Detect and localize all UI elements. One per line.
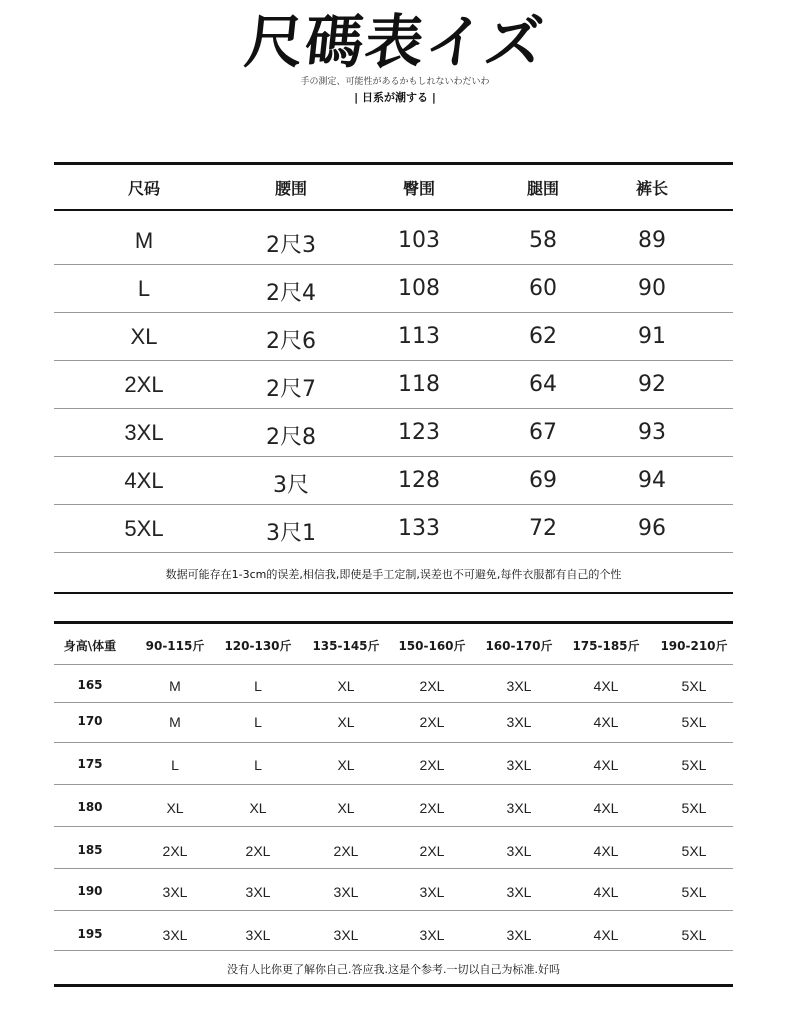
table1-cell: 3尺 [273, 473, 309, 498]
table1-row-divider [54, 264, 733, 265]
table2-size-cell: 4XL [593, 927, 619, 943]
table1-column-header: 尺码 [127, 179, 160, 198]
table2-size-cell: XL [337, 678, 355, 694]
table2-height-cell: 185 [77, 843, 103, 857]
table2-size-cell: 2XL [419, 678, 445, 694]
table1-cell: 133 [398, 516, 440, 541]
table2-size-cell: 3XL [506, 884, 532, 900]
table1-row-divider [54, 552, 733, 553]
table2-size-cell: L [254, 757, 262, 773]
table1-column-header: 腰围 [274, 179, 307, 198]
table1-row-divider [54, 456, 733, 457]
table2-size-cell: 3XL [333, 884, 359, 900]
page-subtitle: 手の測定、可能性があるかもしれないわだいわ [300, 77, 490, 87]
table2-row-divider [54, 868, 733, 869]
table2-size-cell: 2XL [419, 714, 445, 730]
table1-row-divider [54, 504, 733, 505]
table2-size-cell: XL [337, 757, 355, 773]
page-title: 尺碼表イズ [241, 8, 549, 76]
table2-height-cell: 180 [77, 800, 103, 814]
table2-size-cell: 5XL [681, 757, 707, 773]
table1-cell: 123 [398, 420, 440, 445]
table2-size-cell: 3XL [245, 927, 271, 943]
table2-size-cell: 4XL [593, 714, 619, 730]
table2-size-cell: 5XL [681, 714, 707, 730]
table2-size-cell: 3XL [333, 927, 359, 943]
table2-size-cell: 2XL [419, 800, 445, 816]
table1-cell: 93 [638, 420, 666, 445]
table2-size-cell: 2XL [419, 843, 445, 859]
table2-size-cell: 3XL [506, 714, 532, 730]
table1-size-cell: 2XL [124, 372, 164, 397]
table2-size-cell: 4XL [593, 800, 619, 816]
table2-column-header: 120-130斤 [224, 639, 292, 653]
table1-cell: 67 [529, 420, 557, 445]
table2-column-header: 身高\体重 [63, 639, 117, 653]
table1-cell: 96 [638, 516, 666, 541]
table2-header-divider [54, 664, 733, 665]
table1-size-cell: L [137, 276, 151, 301]
table2-bottom-rule [54, 984, 733, 987]
table2-size-cell: 5XL [681, 884, 707, 900]
table1-cell: 128 [398, 468, 440, 493]
table2-height-cell: 170 [77, 714, 103, 728]
table1-cell: 72 [529, 516, 557, 541]
table2-size-cell: 3XL [419, 884, 445, 900]
table1-size-cell: M [134, 228, 154, 253]
table2-size-cell: XL [166, 800, 184, 816]
table1-cell: 91 [638, 324, 666, 349]
table2-column-header: 160-170斤 [485, 639, 553, 653]
table2-top-rule [54, 621, 733, 624]
table2-row-divider [54, 910, 733, 911]
table2-size-cell: 4XL [593, 757, 619, 773]
table1-cell: 58 [529, 228, 557, 253]
table2-size-cell: 3XL [506, 678, 532, 694]
table1-column-header: 臀围 [402, 179, 435, 198]
table1-column-header: 裤长 [635, 179, 668, 198]
table2-footnote: 没有人比你更了解你自己.答应我.这是个参考.一切以自己为标准.好吗 [227, 963, 560, 976]
table1-bottom-rule [54, 592, 733, 594]
table1-cell: 90 [638, 276, 666, 301]
table1-cell: 92 [638, 372, 666, 397]
table2-height-cell: 190 [77, 884, 103, 898]
table1-size-cell: 3XL [124, 420, 164, 445]
table2-size-cell: 4XL [593, 678, 619, 694]
table2-column-header: 90-115斤 [145, 639, 205, 653]
table1-cell: 2尺6 [266, 329, 316, 354]
table1-cell: 64 [529, 372, 557, 397]
table2-size-cell: 3XL [245, 884, 271, 900]
table2-size-cell: M [169, 678, 181, 694]
table1-cell: 2尺8 [266, 425, 316, 450]
table1-header-rule [54, 209, 733, 211]
table2-size-cell: XL [249, 800, 267, 816]
table2-size-cell: L [254, 678, 262, 694]
table1-cell: 89 [638, 228, 666, 253]
table1-cell: 62 [529, 324, 557, 349]
table2-size-cell: 4XL [593, 884, 619, 900]
table1-cell: 60 [529, 276, 557, 301]
table2-size-cell: 2XL [162, 843, 188, 859]
table2-size-cell: 3XL [162, 927, 188, 943]
table2-size-cell: 3XL [419, 927, 445, 943]
table2-size-cell: 3XL [506, 843, 532, 859]
table2-row-divider [54, 742, 733, 743]
table2-column-header: 150-160斤 [398, 639, 466, 653]
table2-size-cell: L [254, 714, 262, 730]
table2-size-cell: 4XL [593, 843, 619, 859]
table2-height-cell: 195 [77, 927, 103, 941]
table1-top-rule [54, 162, 733, 165]
table1-size-cell: 4XL [124, 468, 164, 493]
table2-row-divider [54, 702, 733, 703]
table2-size-cell: 2XL [419, 757, 445, 773]
table1-cell: 2尺4 [266, 281, 316, 306]
table1-row-divider [54, 360, 733, 361]
table1-cell: 69 [529, 468, 557, 493]
table2-size-cell: L [171, 757, 179, 773]
table2-size-cell: XL [337, 800, 355, 816]
table1-cell: 2尺7 [266, 377, 316, 402]
table1-cell: 94 [638, 468, 666, 493]
table1-cell: 108 [398, 276, 440, 301]
table1-cell: 103 [398, 228, 440, 253]
table2-size-cell: 3XL [506, 800, 532, 816]
table2-size-cell: M [169, 714, 181, 730]
table2-size-cell: XL [337, 714, 355, 730]
table2-size-cell: 2XL [245, 843, 271, 859]
table2-size-cell: 3XL [506, 757, 532, 773]
table2-size-cell: 5XL [681, 800, 707, 816]
table2-column-header: 175-185斤 [572, 639, 640, 653]
table1-cell: 118 [398, 372, 440, 397]
table2-row-divider [54, 826, 733, 827]
table1-footnote: 数据可能存在1-3cm的误差,相信我,即使是手工定制,误差也不可避免,每件衣服都有自己的个性 [165, 568, 622, 581]
table2-height-cell: 165 [77, 678, 103, 692]
table2-column-header: 190-210斤 [660, 639, 728, 653]
table2-row-divider [54, 950, 733, 951]
table1-column-header: 腿围 [526, 179, 559, 198]
table1-cell: 113 [398, 324, 440, 349]
table1-size-cell: XL [130, 324, 158, 349]
table2-size-cell: 3XL [162, 884, 188, 900]
table2-height-cell: 175 [77, 757, 103, 771]
table1-cell: 2尺3 [266, 233, 316, 258]
table1-size-cell: 5XL [124, 516, 164, 541]
table2-size-cell: 2XL [333, 843, 359, 859]
table1-row-divider [54, 312, 733, 313]
tagline: | 日系が潮する | [354, 91, 436, 104]
table2-size-cell: 5XL [681, 927, 707, 943]
table2-size-cell: 5XL [681, 843, 707, 859]
table2-column-header: 135-145斤 [312, 639, 380, 653]
table1-cell: 3尺1 [266, 521, 316, 546]
table2-size-cell: 3XL [506, 927, 532, 943]
table2-size-cell: 5XL [681, 678, 707, 694]
table2-row-divider [54, 784, 733, 785]
table1-row-divider [54, 408, 733, 409]
